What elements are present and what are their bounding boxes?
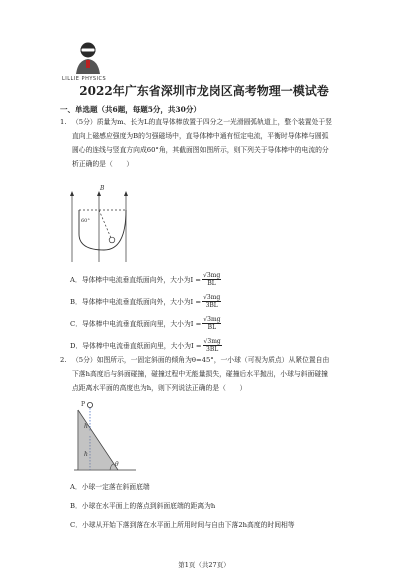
option-text: C．导体棒中电流垂直纸面向里，大小为I = (70, 320, 202, 328)
q1-option-a[interactable] (70, 268, 222, 290)
q1-option-c[interactable] (70, 312, 222, 334)
q1-number: 1. (60, 118, 67, 126)
q1-stem (72, 115, 372, 171)
fraction-numerator: √3mg (203, 315, 221, 323)
q2-number: 2. (60, 356, 67, 364)
logo-icon (68, 36, 108, 76)
fraction-numerator: √3mg (203, 337, 221, 345)
fraction-numerator: √3mg (203, 293, 221, 301)
q2-option-b[interactable]: B．小球在水平面上的落点到斜面底端的距离为h (70, 501, 216, 510)
option-text: D．导体棒中电流垂直纸面向里，大小为I = (70, 342, 202, 350)
fraction-denominator: 3BL (206, 345, 219, 353)
q2-label-h1: h (84, 423, 88, 430)
q2-label-angle: θ (115, 461, 119, 468)
q1-field-label: B (100, 185, 105, 192)
q1-options (70, 268, 222, 356)
fraction-denominator: BL (207, 323, 217, 331)
q2-line: 点距离水平面的高度也为h，则下列说法正确的是（ ） (72, 384, 247, 392)
option-fraction (202, 294, 221, 309)
q1-line: 析正确的是（ ） (72, 160, 134, 168)
option-text: A．导体棒中电流垂直纸面向外，大小为I = (70, 276, 201, 284)
option-fraction (202, 272, 221, 287)
q1-option-b[interactable] (70, 290, 222, 312)
q2-line: （5分）如图所示，一固定斜面的倾角为θ=45°，一小球（可视为质点）从紧位置自由 (72, 356, 330, 364)
q1-angle-label: 60° (81, 218, 90, 224)
q2-figure (70, 400, 140, 476)
q2-stem (72, 353, 372, 395)
logo (68, 36, 108, 76)
q2-label-top: P (81, 401, 86, 408)
q1-line: 直向上磁感应强度为B的匀强磁场中，直导体棒中通有恒定电流，平衡时导体棒与圆弧 (72, 132, 329, 140)
fraction-numerator: √3mg (203, 271, 221, 279)
fraction-denominator: BL (207, 279, 216, 287)
q2-line: 下落h高度后与斜面碰撞，碰撞过程中无能量损失，碰撞后水平抛出，小球与斜面碰撞 (72, 370, 328, 378)
option-fraction (203, 338, 222, 353)
logo-caption: LILLIE PHYSICS (62, 76, 107, 82)
page-title: 2022年广东省深圳市龙岗区高考物理一模试卷 (79, 84, 329, 98)
fraction-denominator: 3BL (205, 301, 218, 309)
q2-label-h2: h (84, 451, 88, 458)
q2-options (70, 476, 295, 533)
section-heading: 一、单选题（共6题，每题5分，共30分） (60, 105, 201, 114)
q1-figure (64, 184, 154, 268)
q1-line: （5分）质量为m、长为L的直导体棒放置于四分之一光滑圆弧轨道上，整个装置处于竖 (72, 118, 332, 126)
q2-option-c[interactable]: C．小球从开始下落到落在水平面上所用时间与自由下落2h高度的时间相等 (70, 520, 295, 529)
q2-option-a[interactable]: A．小球一定落在斜面底端 (70, 482, 150, 491)
q1-line: 圆心的连线与竖直方向成60°角，其截面图如图所示，则下列关于导体棒中的电流的分 (72, 146, 329, 154)
page-footer: 第1页（共27页） (178, 561, 230, 569)
option-fraction (202, 316, 221, 331)
option-text: B．导体棒中电流垂直纸面向外，大小为I = (70, 298, 202, 306)
